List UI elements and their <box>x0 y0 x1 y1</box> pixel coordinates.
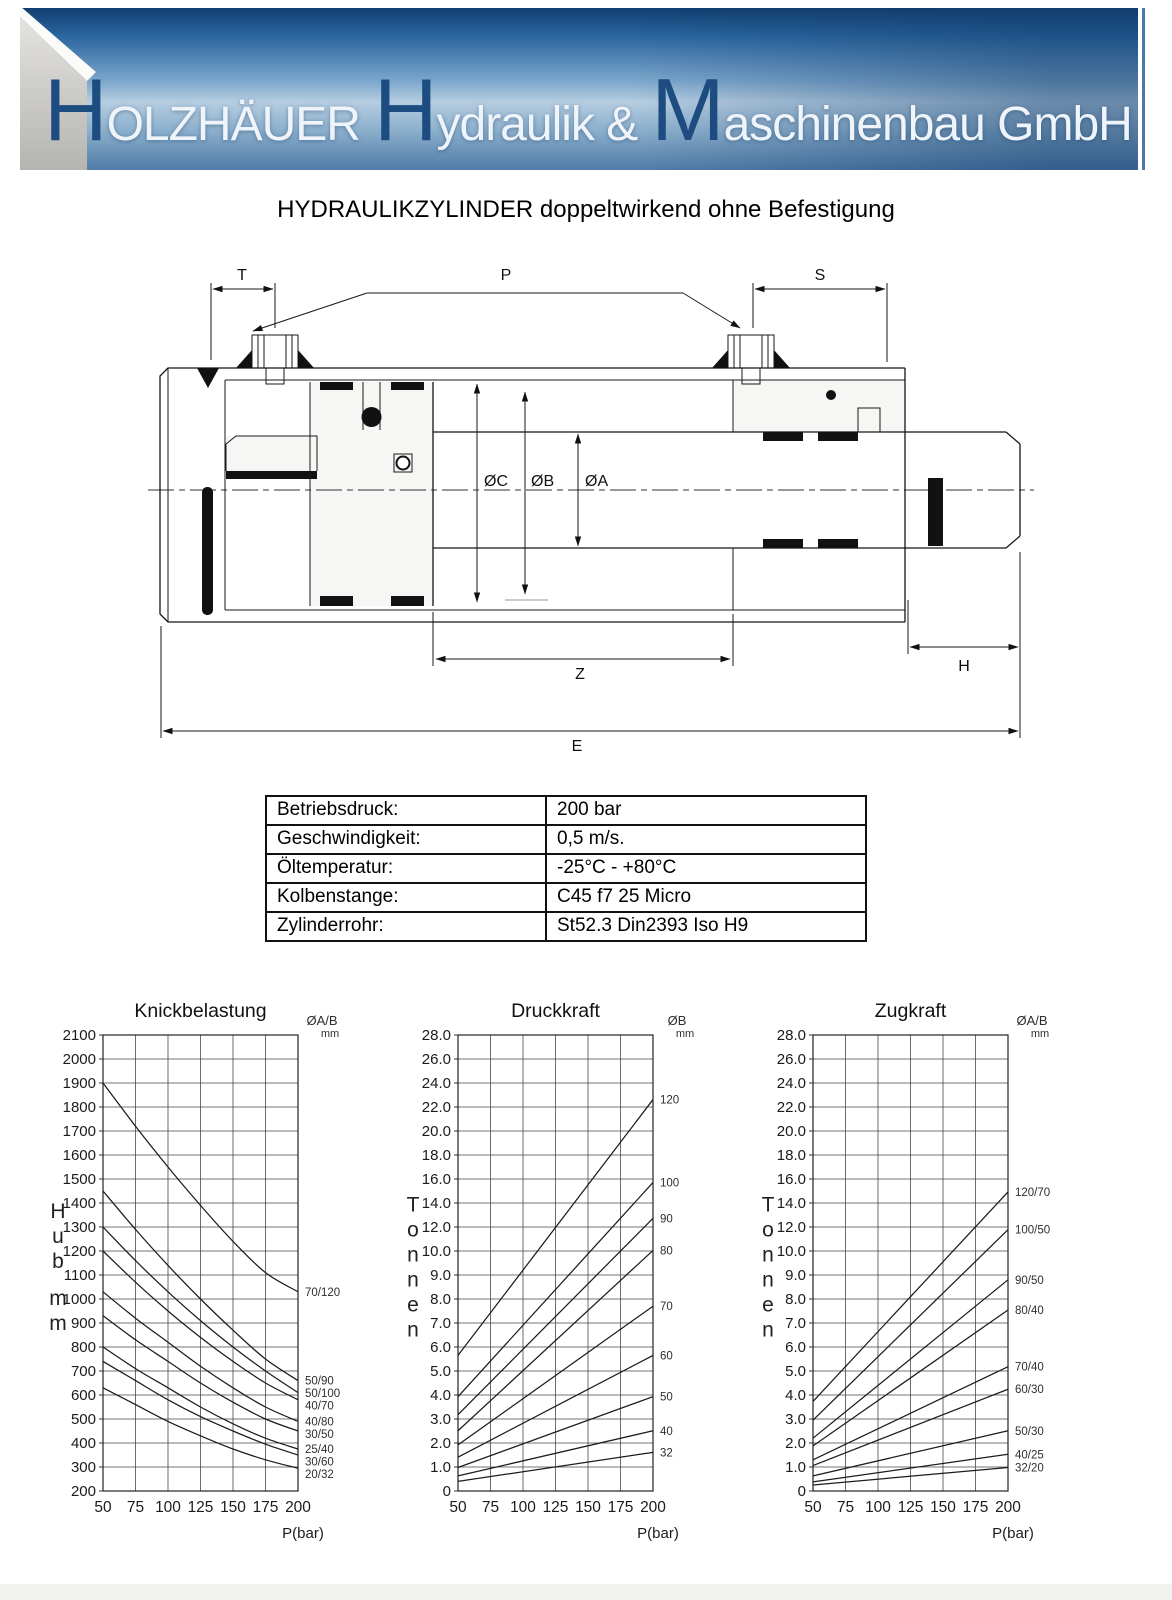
y-axis-label-char: e <box>407 1293 419 1317</box>
x-tick-label: 175 <box>607 1499 634 1516</box>
y-axis-label-char: n <box>762 1243 774 1267</box>
right-axis-unit: mm <box>320 1028 340 1040</box>
y-tick-label: 300 <box>70 1459 96 1476</box>
x-tick-label: 125 <box>187 1499 214 1516</box>
y-tick-label: 2000 <box>62 1051 96 1068</box>
series-label: 60 <box>660 1350 673 1363</box>
series-label: 60/30 <box>1015 1384 1044 1397</box>
series-label: 30/60 <box>305 1456 334 1469</box>
y-tick-label: 400 <box>70 1435 96 1452</box>
charts-row <box>28 995 1093 1555</box>
x-tick-label: 75 <box>836 1499 855 1516</box>
spec-value: -25°C - +80°C <box>546 854 866 883</box>
series-label: 50/90 <box>305 1375 334 1388</box>
series-label: 40/70 <box>305 1400 334 1413</box>
y-tick-label: 12.0 <box>776 1219 806 1236</box>
y-tick-label: 16.0 <box>421 1171 451 1188</box>
series-label: 40/25 <box>1015 1449 1044 1462</box>
y-axis-label-char: n <box>407 1243 419 1267</box>
chart-svg <box>738 995 1093 1555</box>
series-label: 32 <box>660 1447 673 1460</box>
x-tick-label: 100 <box>155 1499 181 1516</box>
y-tick-label: 22.0 <box>776 1099 806 1116</box>
series-label: 32/20 <box>1015 1462 1044 1475</box>
y-tick-label: 3.0 <box>430 1411 451 1428</box>
x-tick-label: 75 <box>126 1499 145 1516</box>
cylinder-drawing <box>0 252 1172 772</box>
y-tick-label: 1600 <box>62 1147 96 1164</box>
x-tick-label: 150 <box>930 1499 956 1516</box>
dim-label-h: H <box>958 658 970 675</box>
y-tick-label: 2.0 <box>430 1435 451 1452</box>
spec-label: Zylinderrohr: <box>266 912 546 941</box>
y-tick-label: 12.0 <box>421 1219 451 1236</box>
y-tick-label: 24.0 <box>776 1075 806 1092</box>
y-tick-label: 3.0 <box>785 1411 806 1428</box>
x-tick-label: 75 <box>481 1499 500 1516</box>
x-tick-label: 175 <box>252 1499 279 1516</box>
x-axis-label: P(bar) <box>637 1525 679 1542</box>
cylinder-cross-section <box>0 252 1172 772</box>
y-tick-label: 1.0 <box>430 1459 451 1476</box>
table-row <box>266 912 866 941</box>
x-tick-label: 150 <box>220 1499 246 1516</box>
y-tick-label: 0 <box>442 1483 451 1500</box>
y-axis-label-char: u <box>52 1225 64 1248</box>
table-row <box>266 883 866 912</box>
y-tick-label: 5.0 <box>785 1363 806 1380</box>
y-tick-label: 10.0 <box>776 1243 806 1260</box>
y-tick-label: 28.0 <box>776 1027 806 1044</box>
right-axis-unit: mm <box>675 1028 695 1040</box>
page-edge-strip <box>0 1584 1172 1600</box>
y-tick-label: 2100 <box>62 1027 96 1044</box>
series-label: 120/70 <box>1015 1186 1051 1199</box>
right-axis-label: ØA/B <box>1016 1013 1048 1028</box>
spec-value: 200 bar <box>546 796 866 825</box>
series-label: 70/40 <box>1015 1361 1044 1374</box>
chart-knickbelastung <box>28 995 383 1555</box>
chart-title: Knickbelastung <box>134 1000 267 1022</box>
right-axis-label: ØA/B <box>306 1013 338 1028</box>
x-tick-label: 125 <box>542 1499 569 1516</box>
y-axis-label-char: m <box>49 1287 67 1310</box>
chart-zugkraft <box>738 995 1093 1555</box>
y-tick-label: 7.0 <box>430 1315 451 1332</box>
dim-label-s: S <box>814 267 826 284</box>
series-label: 50 <box>660 1391 673 1404</box>
table-row <box>266 854 866 883</box>
brand-wordmark <box>44 60 1132 159</box>
dim-label-ob: ØB <box>531 473 555 490</box>
spec-table <box>265 795 867 942</box>
y-tick-label: 9.0 <box>430 1267 451 1284</box>
dim-label-oa: ØA <box>585 473 609 490</box>
table-row <box>266 796 866 825</box>
y-tick-label: 6.0 <box>430 1339 451 1356</box>
y-axis-label-char: n <box>762 1318 774 1342</box>
y-tick-label: 16.0 <box>776 1171 806 1188</box>
y-tick-label: 4.0 <box>785 1387 806 1404</box>
y-tick-label: 20.0 <box>421 1123 451 1140</box>
y-tick-label: 5.0 <box>430 1363 451 1380</box>
y-tick-label: 1100 <box>63 1267 96 1284</box>
y-tick-label: 22.0 <box>421 1099 451 1116</box>
y-axis-label-char: H <box>50 1200 66 1223</box>
dim-label-e: E <box>571 738 583 755</box>
y-tick-label: 4.0 <box>430 1387 451 1404</box>
dim-label-t: T <box>237 267 247 284</box>
y-tick-label: 1800 <box>62 1099 96 1116</box>
dim-label-oc: ØC <box>484 473 508 490</box>
y-tick-label: 28.0 <box>421 1027 451 1044</box>
y-tick-label: 24.0 <box>421 1075 451 1092</box>
y-tick-label: 1000 <box>62 1291 96 1308</box>
x-tick-label: 50 <box>449 1499 467 1516</box>
y-tick-label: 9.0 <box>785 1267 806 1284</box>
x-tick-label: 200 <box>640 1499 666 1516</box>
y-axis-label-char: T <box>406 1193 420 1217</box>
y-tick-label: 800 <box>70 1339 96 1356</box>
x-tick-label: 50 <box>94 1499 112 1516</box>
x-tick-label: 200 <box>995 1499 1021 1516</box>
dim-label-p: P <box>500 267 512 284</box>
series-label: 70/120 <box>305 1286 341 1299</box>
brand-word-2: ydraulik & <box>436 98 638 151</box>
page-title: HYDRAULIKZYLINDER doppeltwirkend ohne Befestigung <box>277 196 895 223</box>
spec-label: Öltemperatur: <box>266 854 546 883</box>
brand-initial-1: H <box>44 60 107 159</box>
spec-value: 0,5 m/s. <box>546 825 866 854</box>
y-tick-label: 1300 <box>62 1219 96 1236</box>
y-axis-label-char: e <box>762 1293 774 1317</box>
y-tick-label: 10.0 <box>421 1243 451 1260</box>
brand-initial-2: H <box>373 60 437 159</box>
y-tick-label: 1900 <box>62 1075 96 1092</box>
y-axis-label-char: n <box>407 1268 419 1292</box>
y-tick-label: 0 <box>797 1483 806 1500</box>
y-tick-label: 900 <box>70 1315 96 1332</box>
spec-value: C45 f7 25 Micro <box>546 883 866 912</box>
y-tick-label: 1700 <box>62 1123 96 1140</box>
y-tick-label: 1200 <box>62 1243 96 1260</box>
y-tick-label: 200 <box>70 1483 96 1500</box>
series-label: 70 <box>660 1301 673 1314</box>
y-axis-label-char: n <box>762 1268 774 1292</box>
y-tick-label: 8.0 <box>785 1291 806 1308</box>
series-label: 80/40 <box>1015 1305 1044 1318</box>
series-label: 40/80 <box>305 1416 334 1429</box>
y-tick-label: 6.0 <box>785 1339 806 1356</box>
company-banner <box>20 8 1138 170</box>
chart-svg <box>28 995 383 1555</box>
series-label: 30/50 <box>305 1428 334 1441</box>
series-label: 100 <box>660 1177 680 1190</box>
series-label: 90/50 <box>1015 1274 1044 1287</box>
x-axis-label: P(bar) <box>282 1525 324 1542</box>
brand-initial-3: M <box>651 60 724 159</box>
y-tick-label: 1.0 <box>785 1459 806 1476</box>
x-tick-label: 100 <box>865 1499 891 1516</box>
x-tick-label: 100 <box>510 1499 536 1516</box>
y-tick-label: 700 <box>70 1363 96 1380</box>
y-tick-label: 18.0 <box>776 1147 806 1164</box>
y-tick-label: 18.0 <box>421 1147 451 1164</box>
series-label: 120 <box>660 1094 680 1107</box>
y-tick-label: 8.0 <box>430 1291 451 1308</box>
y-tick-label: 14.0 <box>776 1195 806 1212</box>
series-label: 90 <box>660 1213 673 1226</box>
y-tick-label: 7.0 <box>785 1315 806 1332</box>
spec-label: Betriebsdruck: <box>266 796 546 825</box>
right-axis-label: ØB <box>667 1013 687 1028</box>
x-tick-label: 150 <box>575 1499 601 1516</box>
chart-druckkraft <box>383 995 738 1555</box>
series-label: 100/50 <box>1015 1224 1051 1237</box>
spec-label: Geschwindigkeit: <box>266 825 546 854</box>
y-tick-label: 26.0 <box>421 1051 451 1068</box>
y-tick-label: 14.0 <box>421 1195 451 1212</box>
spec-value: St52.3 Din2393 Iso H9 <box>546 912 866 941</box>
y-axis-label-char: n <box>407 1318 419 1342</box>
chart-svg <box>383 995 738 1555</box>
brand-word-1: OLZHÄUER <box>106 98 360 151</box>
chart-title: Zugkraft <box>874 1000 947 1022</box>
x-tick-label: 125 <box>897 1499 924 1516</box>
y-axis-label-char: b <box>52 1250 64 1273</box>
y-tick-label: 20.0 <box>776 1123 806 1140</box>
x-axis-label: P(bar) <box>992 1525 1034 1542</box>
x-tick-label: 200 <box>285 1499 311 1516</box>
x-tick-label: 50 <box>804 1499 822 1516</box>
series-label: 40 <box>660 1425 673 1438</box>
y-axis-label-char: o <box>762 1218 774 1242</box>
y-tick-label: 1500 <box>62 1171 96 1188</box>
table-row <box>266 825 866 854</box>
banner-edge-stripe <box>1142 8 1145 170</box>
y-tick-label: 2.0 <box>785 1435 806 1452</box>
y-tick-label: 500 <box>70 1411 96 1428</box>
x-tick-label: 175 <box>962 1499 989 1516</box>
series-label: 20/32 <box>305 1469 334 1481</box>
y-axis-label-char: m <box>49 1312 67 1335</box>
right-axis-unit: mm <box>1030 1028 1050 1040</box>
dim-label-z: Z <box>575 666 585 683</box>
chart-title: Druckkraft <box>511 1000 600 1022</box>
brand-word-3: aschinenbau GmbH <box>723 98 1132 151</box>
y-tick-label: 600 <box>70 1387 96 1404</box>
series-label: 50/30 <box>1015 1425 1044 1438</box>
y-tick-label: 26.0 <box>776 1051 806 1068</box>
spec-label: Kolbenstange: <box>266 883 546 912</box>
y-axis-label-char: T <box>761 1193 775 1217</box>
series-label: 80 <box>660 1245 673 1258</box>
y-tick-label: 1400 <box>62 1195 96 1212</box>
series-label: 25/40 <box>305 1444 334 1456</box>
y-axis-label-char: o <box>407 1218 419 1242</box>
series-label: 50/100 <box>305 1388 341 1401</box>
